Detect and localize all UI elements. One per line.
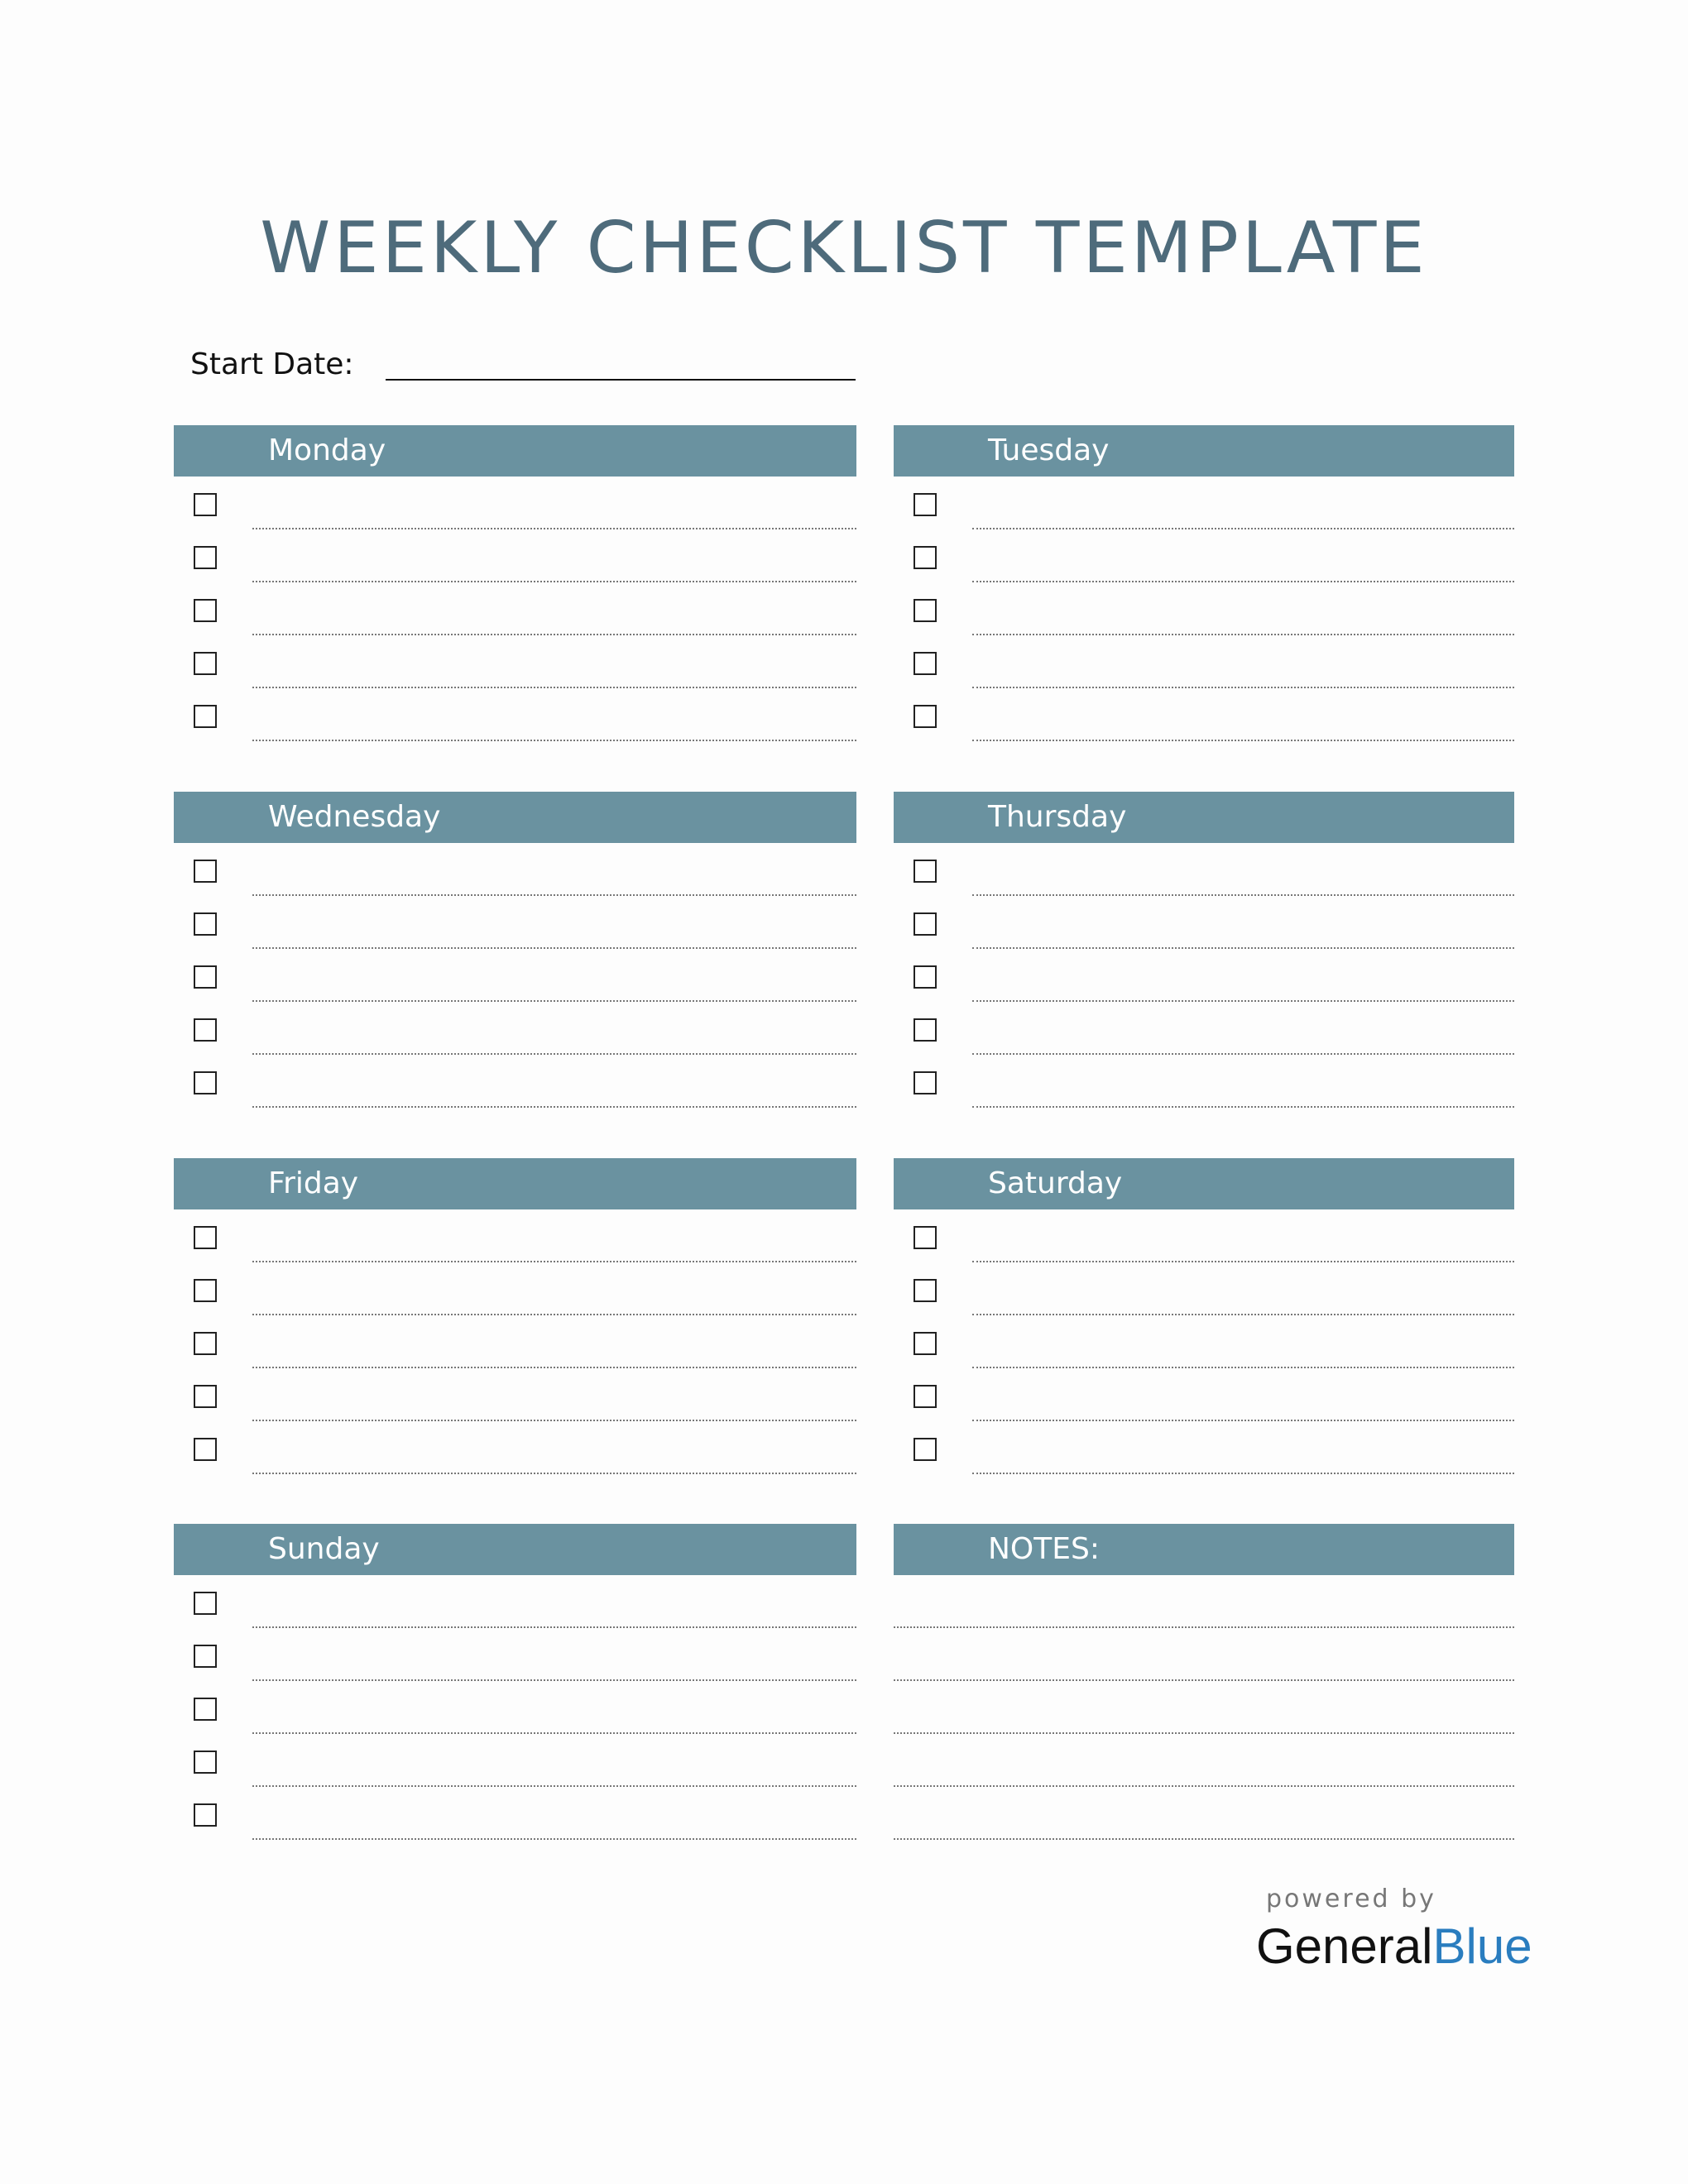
friday-header: Friday <box>174 1158 856 1209</box>
sunday-checkbox-4[interactable] <box>194 1751 217 1774</box>
thursday-checkbox-2[interactable] <box>914 912 937 936</box>
sunday-line-5[interactable] <box>252 1838 856 1840</box>
sunday-checkbox-5[interactable] <box>194 1803 217 1827</box>
wednesday-checkbox-2[interactable] <box>194 912 217 936</box>
wednesday-item-4 <box>174 1002 856 1055</box>
start-date-label: Start Date: <box>190 347 354 381</box>
wednesday-item-3 <box>174 949 856 1002</box>
saturday-checkbox-5[interactable] <box>914 1438 937 1461</box>
thursday-item-4 <box>894 1002 1514 1055</box>
monday-checkbox-4[interactable] <box>194 652 217 675</box>
sunday-section <box>174 1524 856 1840</box>
tuesday-item-2 <box>894 529 1514 582</box>
friday-item-3 <box>174 1315 856 1368</box>
tuesday-checkbox-2[interactable] <box>914 546 937 569</box>
notes-line-5[interactable] <box>894 1838 1514 1840</box>
thursday-checkbox-1[interactable] <box>914 860 937 883</box>
tuesday-line-5[interactable] <box>972 740 1514 741</box>
sunday-item-4 <box>174 1734 856 1787</box>
friday-item-2 <box>174 1262 856 1315</box>
notes-item-4 <box>894 1734 1514 1787</box>
tuesday-section <box>894 425 1514 741</box>
notes-item-2 <box>894 1628 1514 1681</box>
thursday-checkbox-3[interactable] <box>914 965 937 989</box>
friday-checkbox-4[interactable] <box>194 1385 217 1408</box>
saturday-header: Saturday <box>894 1158 1514 1209</box>
saturday-section <box>894 1158 1514 1474</box>
tuesday-checkbox-1[interactable] <box>914 493 937 516</box>
saturday-line-5[interactable] <box>972 1473 1514 1474</box>
wednesday-header: Wednesday <box>174 792 856 843</box>
friday-section <box>174 1158 856 1474</box>
wednesday-checkbox-3[interactable] <box>194 965 217 989</box>
wednesday-checkbox-5[interactable] <box>194 1071 217 1094</box>
wednesday-item-5 <box>174 1055 856 1108</box>
thursday-item-1 <box>894 843 1514 896</box>
saturday-checkbox-4[interactable] <box>914 1385 937 1408</box>
friday-item-4 <box>174 1368 856 1421</box>
saturday-item-4 <box>894 1368 1514 1421</box>
monday-checkbox-3[interactable] <box>194 599 217 622</box>
brand-name-blue: Blue <box>1432 1918 1532 1974</box>
saturday-item-5 <box>894 1421 1514 1474</box>
notes-item-3 <box>894 1681 1514 1734</box>
wednesday-line-5[interactable] <box>252 1106 856 1108</box>
notes-item-5 <box>894 1787 1514 1840</box>
wednesday-checkbox-1[interactable] <box>194 860 217 883</box>
tuesday-item-4 <box>894 635 1514 688</box>
thursday-item-5 <box>894 1055 1514 1108</box>
sunday-item-1 <box>174 1575 856 1628</box>
sunday-header: Sunday <box>174 1524 856 1575</box>
thursday-line-5[interactable] <box>972 1106 1514 1108</box>
brand-name-general: General <box>1256 1918 1433 1974</box>
saturday-checkbox-2[interactable] <box>914 1279 937 1302</box>
monday-checkbox-1[interactable] <box>194 493 217 516</box>
thursday-checkbox-5[interactable] <box>914 1071 937 1094</box>
friday-checkbox-5[interactable] <box>194 1438 217 1461</box>
saturday-checkbox-3[interactable] <box>914 1332 937 1355</box>
wednesday-section <box>174 792 856 1108</box>
monday-header: Monday <box>174 425 856 477</box>
wednesday-item-2 <box>174 896 856 949</box>
friday-line-5[interactable] <box>252 1473 856 1474</box>
start-date-field[interactable] <box>386 379 856 381</box>
start-date-row <box>190 339 354 389</box>
tuesday-checkbox-5[interactable] <box>914 705 937 728</box>
friday-item-5 <box>174 1421 856 1474</box>
monday-item-3 <box>174 582 856 635</box>
friday-checkbox-3[interactable] <box>194 1332 217 1355</box>
monday-checkbox-5[interactable] <box>194 705 217 728</box>
brand-logo <box>1256 1918 1532 1975</box>
thursday-header: Thursday <box>894 792 1514 843</box>
tuesday-item-1 <box>894 477 1514 529</box>
sunday-item-3 <box>174 1681 856 1734</box>
thursday-checkbox-4[interactable] <box>914 1018 937 1042</box>
sunday-checkbox-2[interactable] <box>194 1645 217 1668</box>
thursday-item-3 <box>894 949 1514 1002</box>
wednesday-checkbox-4[interactable] <box>194 1018 217 1042</box>
sunday-checkbox-3[interactable] <box>194 1698 217 1721</box>
thursday-section <box>894 792 1514 1108</box>
monday-item-4 <box>174 635 856 688</box>
sunday-checkbox-1[interactable] <box>194 1592 217 1615</box>
saturday-checkbox-1[interactable] <box>914 1226 937 1249</box>
monday-section <box>174 425 856 741</box>
page-title: WEEKLY CHECKLIST TEMPLATE <box>260 207 1428 290</box>
saturday-item-1 <box>894 1209 1514 1262</box>
notes-item-1 <box>894 1575 1514 1628</box>
notes-header: NOTES: <box>894 1524 1514 1575</box>
tuesday-header: Tuesday <box>894 425 1514 477</box>
tuesday-item-3 <box>894 582 1514 635</box>
tuesday-item-5 <box>894 688 1514 741</box>
monday-item-5 <box>174 688 856 741</box>
friday-checkbox-2[interactable] <box>194 1279 217 1302</box>
wednesday-item-1 <box>174 843 856 896</box>
powered-by-text: powered by <box>1266 1885 1436 1913</box>
sunday-item-2 <box>174 1628 856 1681</box>
monday-item-2 <box>174 529 856 582</box>
saturday-item-2 <box>894 1262 1514 1315</box>
monday-line-5[interactable] <box>252 740 856 741</box>
friday-checkbox-1[interactable] <box>194 1226 217 1249</box>
notes-section <box>894 1524 1514 1840</box>
monday-item-1 <box>174 477 856 529</box>
thursday-item-2 <box>894 896 1514 949</box>
tuesday-checkbox-4[interactable] <box>914 652 937 675</box>
tuesday-checkbox-3[interactable] <box>914 599 937 622</box>
sunday-item-5 <box>174 1787 856 1840</box>
saturday-item-3 <box>894 1315 1514 1368</box>
friday-item-1 <box>174 1209 856 1262</box>
monday-checkbox-2[interactable] <box>194 546 217 569</box>
